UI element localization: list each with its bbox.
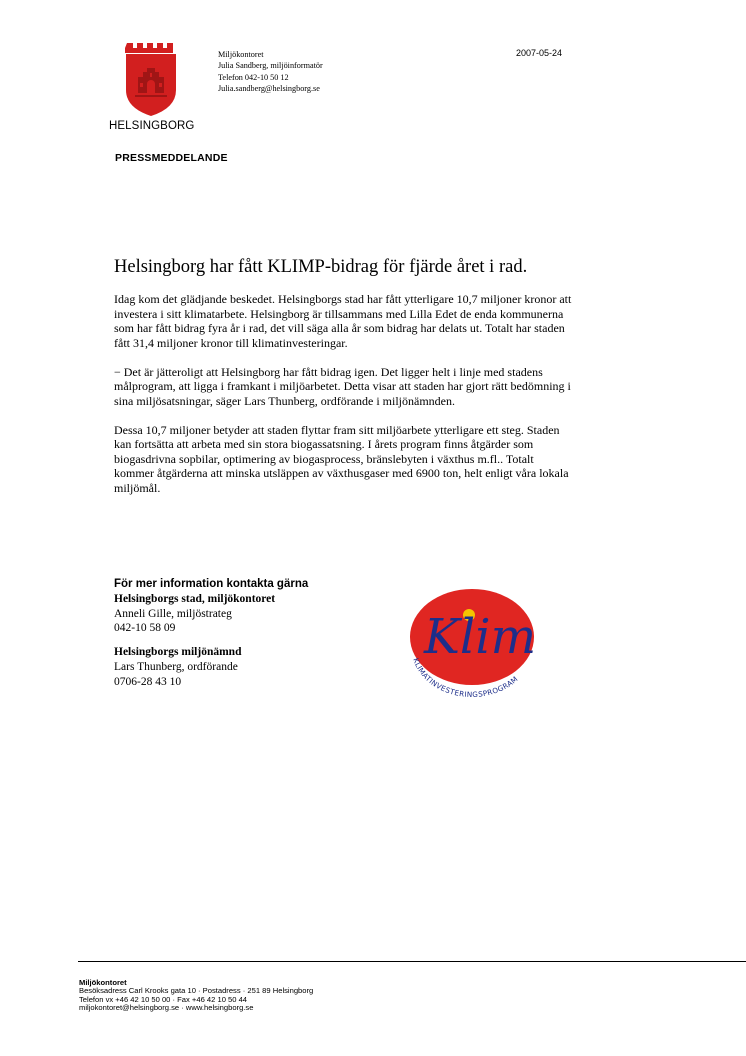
contact-title: För mer information kontakta gärna — [114, 578, 309, 590]
paragraph: Idag kom det glädjande beskedet. Helsingborgs stad har fått ytterligare 10,7 miljoner kronor att investera i sitt klimatarbete. Helsingborg är tillsammans med Lilla Edet de enda kommunerna som har fått bidrag fyra år i rad, det vill säga alla år som bidrag har delats ut. Totalt har staden fått 31,4 miljoner kronor till klimatinvesteringar. — [114, 292, 572, 350]
klimp-logo-icon — [398, 583, 538, 703]
helsingborg-crest-logo — [125, 43, 177, 117]
sender-phone: Telefon 042-10 50 12 — [218, 72, 289, 82]
footer-divider — [78, 961, 746, 962]
sender-name: Julia Sandberg, miljöinformatör — [218, 61, 323, 71]
document-date: 2007-05-24 — [516, 48, 563, 58]
contact-org: Helsingborgs stad, miljökontoret — [114, 592, 276, 605]
contact-section — [114, 577, 414, 690]
klimp-tagline: KLIMATINVESTERINGSPROGRAM — [411, 656, 520, 700]
contact-person: Lars Thunberg, ordförande — [114, 660, 238, 673]
contact-phone: 042-10 58 09 — [114, 622, 176, 635]
sender-email: Julia.sandberg@helsingborg.se — [218, 83, 320, 93]
paragraph: − Det är jätteroligt att Helsingborg har fått bidrag igen. Det ligger helt i linje med stadens målprogram, att ligga i framkant i miljöarbetet. Detta visar att staden har gjort rätt bedömning i sina miljösatsningar, säger Lars Thunberg, ordförande i miljönämnden. — [114, 364, 571, 408]
contact-person: Anneli Gille, miljöstrateg — [114, 607, 232, 620]
footer-address: Besöksadress Carl Krooks gata 10 · Postadress · 251 89 Helsingborg — [79, 986, 314, 996]
footer-phones: Telefon vx +46 42 10 50 00 · Fax +46 42 10 50 44 — [79, 994, 248, 1004]
body-text — [114, 292, 574, 510]
footer-web: miljokontoret@helsingborg.se · www.helsingborg.se — [79, 1003, 254, 1013]
footer-office: Miljökontoret — [79, 978, 127, 987]
crest-icon — [125, 43, 177, 117]
klimp-logo — [398, 583, 538, 703]
contact-phone: 0706-28 43 10 — [114, 675, 182, 688]
logo-city-name: HELSINGBORG — [109, 120, 195, 132]
klimp-wordmark: Klim — [424, 609, 537, 665]
sender-block — [218, 49, 323, 94]
headline: Helsingborg har fått KLIMP-bidrag för fjärde året i rad. — [114, 257, 528, 277]
paragraph: Dessa 10,7 miljoner betyder att staden flyttar fram sitt miljöarbete ytterligare ett steg. Staden kan fortsätta att arbeta med sin stora biogassatsning. I årets program finns åtgärder som biogasdrivna sopbilar, optimering av biogasprocess, bränslebyten i växthus m.fl.. Totalt kommer åtgärderna att minska utsläppen av växthusgaser med 6900 ton, helt enligt våra lokala miljömål. — [114, 422, 569, 495]
sender-office: Miljökontoret — [218, 50, 264, 59]
footer — [79, 979, 313, 1013]
document-type-label: PRESSMEDDELANDE — [115, 152, 228, 164]
contact-org: Helsingborgs miljönämnd — [114, 646, 242, 659]
